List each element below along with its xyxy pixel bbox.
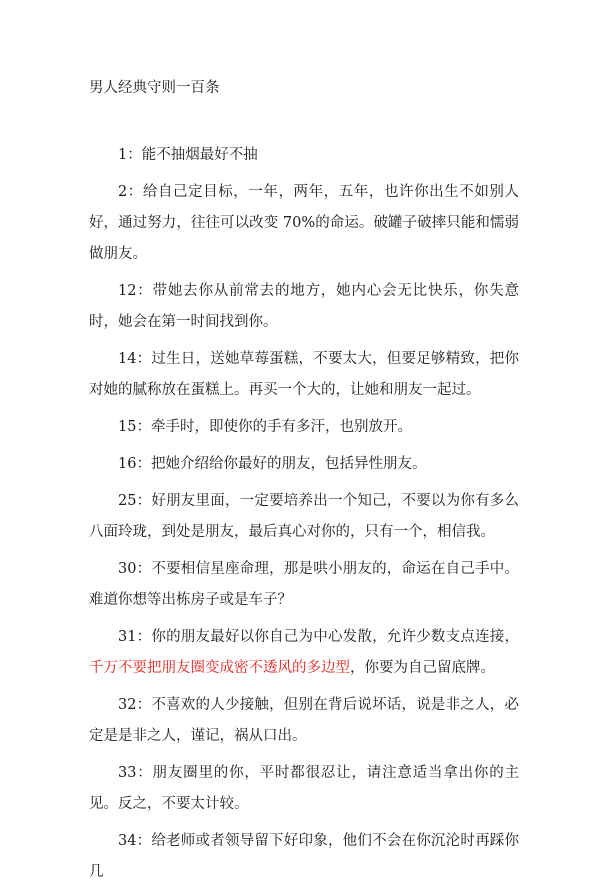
- item-text: ：过生日，送她草莓蛋糕，不要太大，但要足够精致，把你对她的腻称放在蛋糕上。再买一个大的，让她和朋友一起过。: [89, 351, 519, 398]
- item-text: ：朋友圈里的你，平时都很忍让，请注意适当拿出你的主见。反之，不要太计较。: [89, 765, 519, 812]
- list-item: [89, 758, 519, 820]
- item-text: ：不喜欢的人少接触，但别在背后说坏话，说是非之人，必定是是非之人，谨记，祸从口出。: [89, 697, 519, 744]
- list-item: [89, 412, 519, 443]
- document-title: 男人经典守则一百条: [89, 80, 220, 96]
- list-item: [89, 690, 519, 752]
- list-item: [89, 554, 519, 616]
- item-text: ：你的朋友最好以你自己为中心发散，允许少数支点连接，: [136, 629, 519, 645]
- item-text: ：给自己定目标，一年，两年，五年，也许你出生不如别人好，通过努力，往往可以改变 70%的命运。破罐子破摔只能和懦弱做朋友。: [89, 184, 519, 262]
- item-text: ：带她去你从前常去的地方，她内心会无比快乐，你失意时，她会在第一时间找到你。: [89, 283, 519, 330]
- item-text: ：把她介绍给你最好的朋友，包括异性朋友。: [136, 456, 427, 472]
- item-number: 1: [118, 147, 128, 163]
- highlighted-text: 千万不要把朋友圈变成密不透风的多边型: [89, 660, 350, 676]
- item-number: 14: [118, 351, 137, 367]
- item-number: 15: [118, 419, 137, 435]
- item-text: ：好朋友里面，一定要培养出一个知己，不要以为你有多么八面玲珑，到处是朋友，最后真心对你的，只有一个，相信我。: [89, 493, 519, 540]
- item-number: 12: [118, 283, 137, 299]
- list-item: [89, 826, 519, 888]
- item-text: ：能不抽烟最好不抽: [127, 147, 258, 163]
- list-item: [89, 449, 519, 480]
- list-item: [89, 276, 519, 338]
- list-item: [89, 140, 519, 171]
- item-number: 25: [118, 493, 137, 509]
- item-text-after: ，你要为自己留底牌。: [350, 660, 495, 676]
- list-item: [89, 486, 519, 548]
- item-number: 32: [118, 697, 137, 713]
- list-item: [89, 344, 519, 406]
- item-text: ：牵手时，即使你的手有多汗，也别放开。: [136, 419, 412, 435]
- list-item: [89, 622, 519, 684]
- item-number: 30: [118, 561, 137, 577]
- item-text: ：给老师或者领导留下好印象，他们不会在你沉沦时再踩你几: [89, 833, 519, 880]
- item-number: 33: [118, 765, 137, 781]
- item-text: ：不要相信星座命理，那是哄小朋友的，命运在自己手中。难道你想等出栋房子或是车子？: [89, 561, 519, 608]
- item-number: 2: [118, 184, 128, 200]
- item-number: 31: [118, 629, 137, 645]
- item-number: 34: [118, 833, 137, 849]
- item-number: 16: [118, 456, 137, 472]
- rules-list: [89, 140, 519, 894]
- list-item: [89, 177, 519, 270]
